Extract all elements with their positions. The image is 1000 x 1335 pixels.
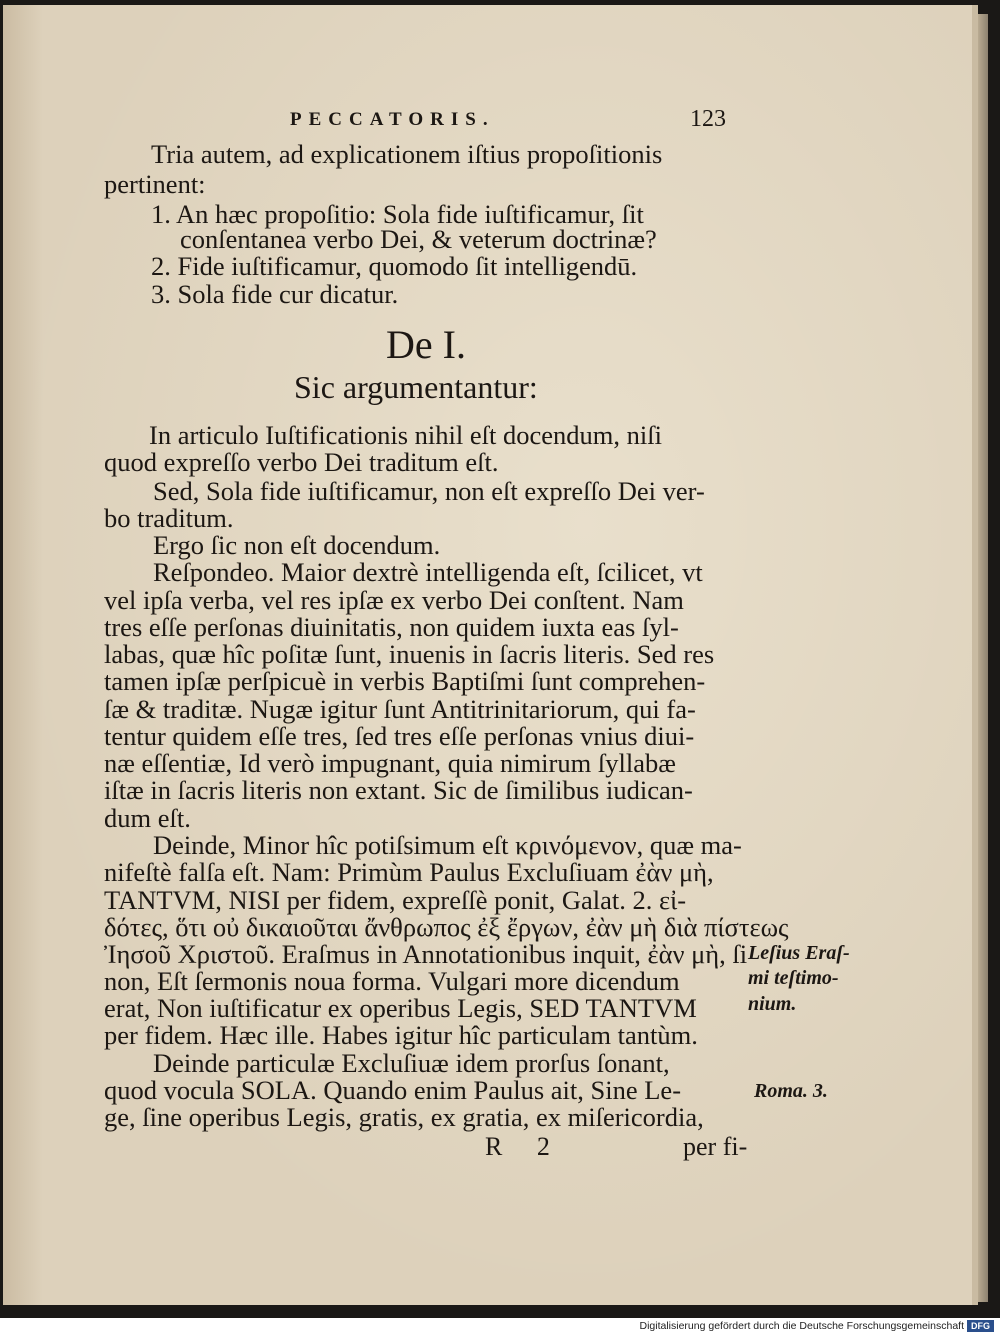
argument-line: quod vocula SOLA. Quando enim Paulus ait, Sine Le-: [104, 1075, 682, 1105]
running-title: PECCATORIS.: [290, 109, 495, 130]
signature-mark: R 2: [485, 1132, 564, 1161]
margin-note: mi teſtimo-: [748, 967, 839, 989]
margin-note: nium.: [748, 993, 797, 1015]
argument-line: bo traditum.: [104, 503, 234, 533]
argument-line: tres eſſe perſonas diuinitatis, non quidem iuxta eas ſyl-: [104, 612, 679, 642]
argument-line: Ἰησοῦ Χριστοῦ. Eraſmus in Annotationibus inquit, ἐὰν μὴ, ſi: [104, 939, 748, 969]
subheading: Sic argumentantur:: [294, 369, 538, 405]
argument-line: labas, quæ hîc poſitæ ſunt, inuenis in ſacris literis. Sed res: [104, 639, 715, 669]
argument-line: Deinde particulæ Excluſiuæ idem prorſus ſonant,: [153, 1048, 670, 1078]
argument-line: nifeſtè falſa eſt. Nam: Primùm Paulus Excluſiuam ἐὰν μὴ,: [104, 857, 714, 887]
argument-line: per fidem. Hæc ille. Habes igitur hîc particulam tantùm.: [104, 1020, 698, 1050]
argument-line: vel ipſa verba, vel res ipſæ ex verbo Dei conſtent. Nam: [104, 585, 684, 615]
body-line: 1. An hæc propoſitio: Sola fide iuſtificamur, ſit: [151, 199, 644, 229]
argument-line: TANTVM, NISI per fidem, expreſſè ponit, Galat. 2. εἰ-: [104, 885, 687, 915]
argument-line: ge, ſine operibus Legis, gratis, ex gratia, ex miſericordia,: [104, 1102, 704, 1132]
argument-line: erat, Non iuſtificatur ex operibus Legis, SED TANTVM: [104, 993, 697, 1023]
argument-line: Sed, Sola fide iuſtificamur, non eſt expreſſo Dei ver-: [153, 476, 705, 506]
catchword: per fi-: [683, 1132, 748, 1161]
argument-line: Reſpondeo. Maior dextrè intelligenda eſt, ſcilicet, vt: [153, 557, 703, 587]
argument-line: næ eſſentiæ, Id verò impugnant, quia nimirum ſyllabæ: [104, 748, 676, 778]
argument-line: ſæ & traditæ. Nugæ igitur ſunt Antitrinitariorum, qui fa-: [104, 694, 696, 724]
margin-note: Roma. 3.: [754, 1080, 828, 1102]
argument-line: In articulo Iuſtificationis nihil eſt docendum, niſi: [149, 420, 662, 450]
body-line: Tria autem, ad explicationem iſtius propoſitionis: [151, 139, 663, 169]
page-edge: [978, 14, 988, 1302]
argument-line: iſtæ in ſacris literis non extant. Sic de ſimilibus iudican-: [104, 775, 693, 805]
body-line: pertinent:: [104, 169, 206, 199]
book-page: [3, 5, 978, 1305]
argument-line: quod expreſſo verbo Dei traditum eſt.: [104, 447, 499, 477]
argument-line: Ergo ſic non eſt docendum.: [153, 530, 441, 560]
margin-note: Leſius Eraſ-: [748, 942, 850, 964]
argument-line: Deinde, Minor hîc potiſsimum eſt κρινόμενον, quæ ma-: [153, 830, 742, 860]
dfg-logo-icon[interactable]: DFG: [967, 1320, 994, 1332]
argument-line: tentur quidem eſſe tres, ſed tres eſſe perſonas vnius diui-: [104, 721, 695, 751]
body-line: 2. Fide iuſtificamur, quomodo ſit intelligendū.: [151, 251, 638, 281]
body-line: 3. Sola fide cur dicatur.: [151, 279, 399, 309]
section-heading: De I.: [386, 322, 466, 367]
argument-line: dum eſt.: [104, 803, 191, 833]
digitization-credit: Digitalisierung gefördert durch die Deutsche Forschungsgemeinschaft: [639, 1320, 964, 1332]
body-line: conſentanea verbo Dei, & veterum doctrinæ?: [180, 224, 657, 254]
argument-line: tamen ipſæ perſpicuè in verbis Baptiſmi ſunt comprehen-: [104, 666, 706, 696]
argument-line: non, Eſt ſermonis noua forma. Vulgari more dicendum: [104, 966, 680, 996]
page-number: 123: [690, 106, 726, 132]
argument-line: δότες, ὅτι οὐ δικαιοῦται ἄνθρωπος ἐξ ἔργων, ἐὰν μὴ διὰ πίστεως: [104, 912, 789, 942]
